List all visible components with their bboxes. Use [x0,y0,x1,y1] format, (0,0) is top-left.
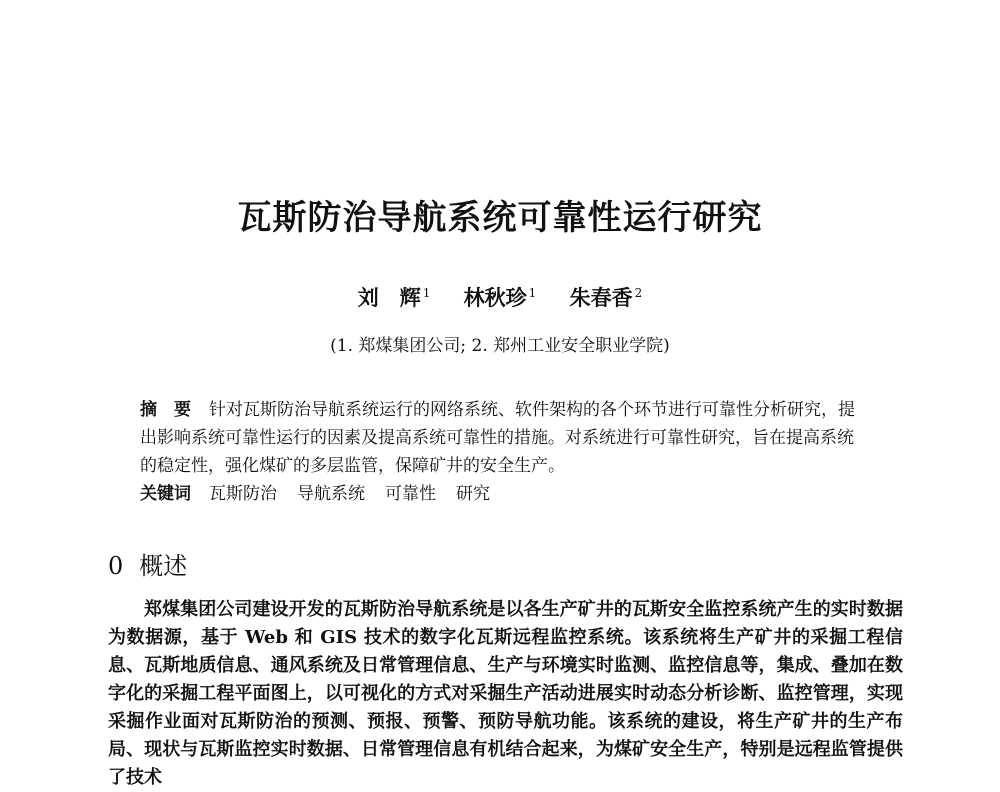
abstract-text: 针对瓦斯防治导航系统运行的网络系统、软件架构的各个环节进行可靠性分析研究，提出影响系统可靠性运行的因素及提高系统可靠性的措施。对系统进行可靠性研究，旨在提高系统的稳定性，强化煤矿的多层监管，保障矿井的安全生产。 [140,400,855,476]
author-name: 朱春香 [569,285,633,310]
author-1 [358,278,431,313]
author-affiliation-mark: 1 [422,286,431,300]
body-paragraph: 郑煤集团公司建设开发的瓦斯防治导航系统是以各生产矿井的瓦斯安全监控系统产生的实时数据为数据源，基于 Web 和 GIS 技术的数字化瓦斯远程监控系统。该系统将生产矿井的采掘工程信息、瓦斯地质信息、通风系统及日常管理信息、生产与环境实时监测、监控信息等，集成、叠加在数字化的采掘工程平面图上，以可视化的方式对采掘生产活动进展实时动态分析诊断、监控管理，实现采掘作业面对瓦斯防治的预测、预报、预警、预防导航功能。该系统的建设，将生产矿井的生产布局、现状与瓦斯监控实时数据、日常管理信息有机结合起来，为煤矿安全生产，特别是远程监管提供了技术 [108,599,903,788]
keyword: 可靠性 [385,484,436,504]
author-name: 林秋珍 [463,285,527,310]
abstract-paragraph [140,396,870,480]
author-list [0,278,1000,313]
author-name: 刘 辉 [357,285,421,310]
author-affiliation-mark: 2 [634,286,643,300]
section-number: 0 [108,552,124,580]
keyword: 研究 [456,484,490,504]
section-title: 概述 [139,552,188,580]
author-3 [570,278,643,313]
author-affiliation-mark: 1 [528,286,537,300]
author-2 [464,278,537,313]
abstract-label: 摘 要 [140,400,191,420]
keywords-label: 关键词 [140,484,191,504]
affiliation-line: (1. 郑煤集团公司; 2. 郑州工业安全职业学院) [330,336,670,356]
keywords-line [140,480,870,508]
body-text [108,596,903,792]
paper-title: 瓦斯防治导航系统可靠性运行研究 [237,198,763,238]
keyword: 瓦斯防治 [209,484,277,504]
section-heading [108,551,187,581]
abstract-block [140,396,870,508]
keyword: 导航系统 [297,484,365,504]
